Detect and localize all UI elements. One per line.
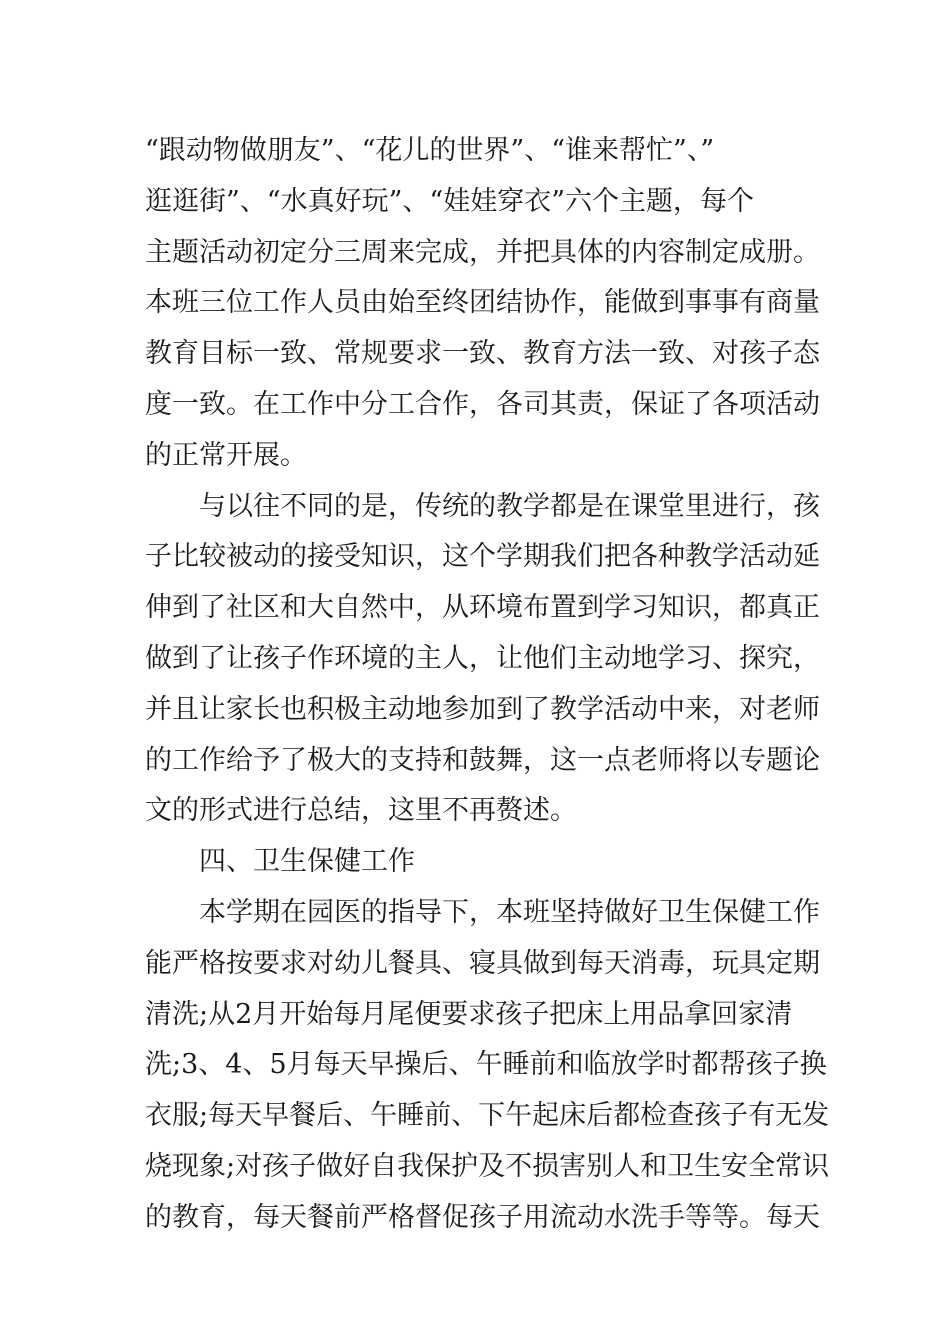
text-line: “跟动物做朋友”、“花儿的世界”、“谁来帮忙”、” <box>145 135 715 166</box>
text-line: 做到了让孩子作环境的主人，让他们主动地学习、探究， <box>145 642 820 674</box>
text-line: 衣服;每天早餐后、午睡前、下午起床后都检查孩子有无发 <box>145 1100 830 1132</box>
section-heading: 四、卫生保健工作 <box>199 846 415 878</box>
text-line: 子比较被动的接受知识，这个学期我们把各种教学活动延 <box>145 541 820 573</box>
text-line: 本班三位工作人员由始至终团结协作，能做到事事有商量 <box>145 287 820 319</box>
text-line: 的正常开展。 <box>145 439 307 471</box>
text-line: 教育目标一致、常规要求一致、教育方法一致、对孩子态 <box>145 338 820 370</box>
text-line: 主题活动初定分三周来完成，并把具体的内容制定成册。 <box>145 236 820 268</box>
text-line: 洗;3、4、5月每天早操后、午睡前和临放学时都帮孩子换 <box>145 1049 827 1081</box>
text-line: 能严格按要求对幼儿餐具、寝具做到每天消毒，玩具定期 <box>145 947 820 979</box>
text-line: 伸到了社区和大自然中，从环境布置到学习知识，都真正 <box>145 592 820 624</box>
text-line: 烧现象;对孩子做好自我保护及不损害别人和卫生安全常识 <box>145 1150 830 1182</box>
text-line: 逛逛街”、“水真好玩”、“娃娃穿衣”六个主题，每个 <box>145 185 755 217</box>
text-line: 并且让家长也积极主动地参加到了教学活动中来，对老师 <box>145 693 820 725</box>
text-line: 的教育，每天餐前严格督促孩子用流动水洗手等等。每天 <box>145 1201 820 1233</box>
text-line: 度一致。在工作中分工合作，各司其责，保证了各项活动 <box>145 388 820 420</box>
paragraph-start-line: 本学期在园医的指导下，本班坚持做好卫生保健工作 <box>199 896 820 928</box>
body-text <box>145 126 830 1244</box>
text-line: 清洗;从2月开始每月尾便要求孩子把床上用品拿回家清 <box>145 998 793 1030</box>
text-line: 的工作给予了极大的支持和鼓舞，这一点老师将以专题论 <box>145 744 820 776</box>
paragraph-start-line: 与以往不同的是，传统的教学都是在课堂里进行，孩 <box>199 490 820 522</box>
text-line: 文的形式进行总结，这里不再赘述。 <box>145 795 577 827</box>
